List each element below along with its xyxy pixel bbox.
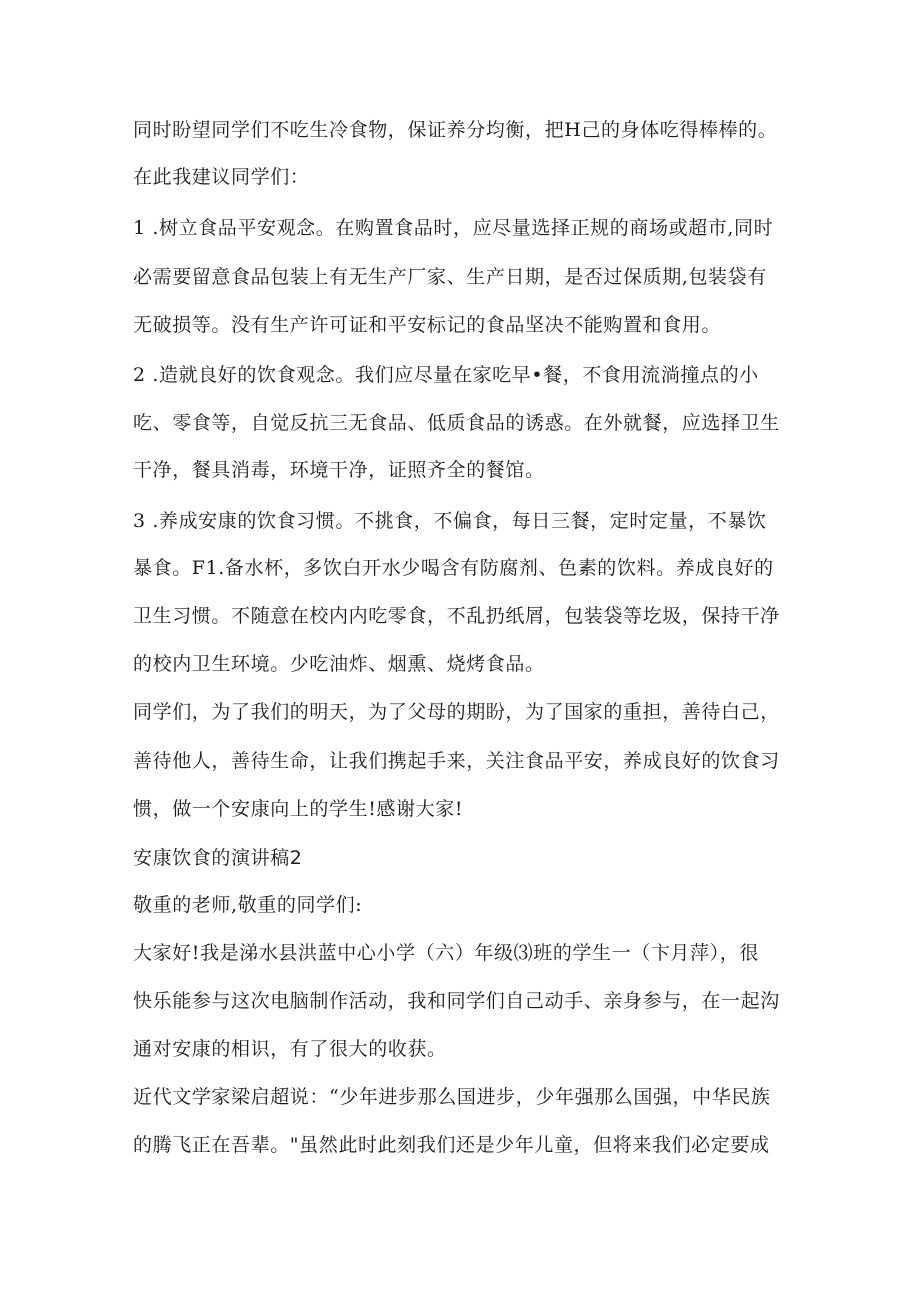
paragraph-line: 大家好!我是涕水县洪蓝中心小学（六）年级⑶班的学生一（卞月萍），很	[133, 942, 759, 964]
salutation-line: 敬重的老师,敬重的同学们:	[133, 894, 363, 916]
list-item-1-line: 1 .树立食品平安观念。在购置食品时，应尽量选择正规的商场或超市,同时	[133, 217, 774, 239]
paragraph-line: 同学们，为了我们的明天，为了父母的期盼，为了国家的重担，善待白己，	[133, 701, 780, 723]
paragraph-line: 惯，做一个安康向上的学生!感谢大家!	[133, 798, 464, 820]
paragraph-line: 在此我建议同学们：	[133, 166, 310, 188]
list-item-3-line: 的校内卫生环境。少吃油炸、烟熏、烧烤食品。	[133, 653, 545, 675]
list-item-2-line: 2 .造就良好的饮食观念。我们应尽量在家吃早•餐，不食用流淌撞点的小	[133, 364, 759, 386]
list-item-2-line: 吃、零食等，自觉反抗三无食品、低质食品的诱惑。在外就餐，应选择卫生	[133, 412, 780, 434]
list-item-3-line: 暴食。F1.备水杯，多饮白开水少喝含有防腐剂、色素的饮料。养成良好的	[133, 557, 774, 579]
paragraph-line: 的腾飞正在吾辈。"虽然此时此刻我们还是少年儿童，但将来我们必定要成	[133, 1134, 770, 1156]
section-heading: 安康饮食的演讲稿2	[133, 847, 303, 869]
list-item-2-line: 干净，餐具消毒，环境干净，证照齐全的餐馆。	[133, 459, 545, 481]
paragraph-line: 善待他人，善待生命，让我们携起手来，关注食品平安，养成良好的饮食习	[133, 750, 780, 772]
paragraph-line: 近代文学家梁启超说：“少年进步那么国进步，少年强那么国强，中华民族	[133, 1086, 771, 1108]
paragraph-line: 通对安康的相识，有了很大的收获。	[133, 1038, 447, 1060]
list-item-1-line: 无破损等。没有生产许可证和平安标记的食品坚决不能购置和食用。	[133, 314, 722, 336]
list-item-3-line: 3 .养成安康的饮食习惯。不挑食，不偏食，每日三餐，定时定量，不暴饮	[133, 510, 767, 532]
list-item-1-line: 必需要留意食品包装上有无生产厂家、生产日期，是否过保质期,包装袋有	[133, 266, 767, 288]
paragraph-line: 同时盼望同学们不吃生冷食物，保证养分均衡，把H己的身体吃得棒棒的。	[133, 119, 778, 141]
list-item-3-line: 卫生习惯。不随意在校内内吃零食，不乱扔纸屑，包装袋等圪圾，保持干净	[133, 605, 780, 627]
paragraph-line: 快乐能参与这次电脑制作活动，我和同学们自己动手、亲身参与，在一起沟	[133, 990, 780, 1012]
